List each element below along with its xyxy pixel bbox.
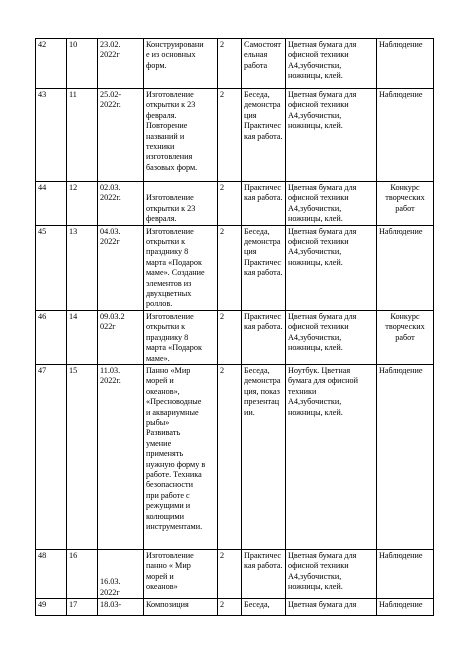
table-row	[36, 549, 434, 598]
control-cell	[377, 182, 434, 226]
control-cell-line: Наблюдение	[379, 226, 423, 236]
materials-cell-line: Цветная бумага для	[288, 183, 357, 192]
hours-cell: 2	[218, 310, 242, 364]
topic-cell-line: открытки к	[146, 237, 186, 247]
date-cell-line: 2022г	[100, 50, 120, 60]
topic-cell-line: Изготовление	[146, 90, 194, 99]
topic-cell-line: Изготовление	[146, 226, 194, 236]
materials-cell-line: Цветная бумага для	[288, 599, 357, 609]
control-cell-line: Конкурс	[390, 311, 420, 321]
topic-cell-line: режущими и	[146, 501, 191, 511]
control-cell	[377, 39, 434, 89]
form-cell	[242, 598, 286, 615]
topic-cell-line: инструментами.	[146, 522, 203, 531]
topic-cell-line: открытки к 23	[146, 203, 196, 213]
topic-cell	[144, 310, 218, 364]
materials-cell-line: офисной техники	[288, 50, 349, 60]
form-cell-line: Беседа,	[244, 90, 270, 99]
control-cell	[377, 598, 434, 615]
materials-cell-line: техники	[288, 386, 317, 396]
hours-cell: 2	[218, 549, 242, 598]
topic-cell-line: колющими	[146, 511, 184, 521]
topic-cell-line: Композиция	[146, 599, 189, 609]
topic-cell-line: е из основных	[146, 50, 196, 60]
table-row	[36, 364, 434, 549]
hours-cell: 2	[218, 89, 242, 182]
topic-cell-line: и аквариумные	[146, 407, 199, 417]
date-cell	[98, 89, 144, 182]
materials-cell-line: ножницы, клей.	[288, 257, 343, 267]
materials-cell-line: офисной техники	[288, 193, 349, 203]
form-cell-line: ция	[244, 110, 257, 120]
topic-cell	[144, 598, 218, 615]
hours-cell: 2	[218, 225, 242, 310]
topic-cell-line: океанов»,	[146, 386, 180, 396]
form-cell-line: кая работа.	[244, 322, 283, 332]
date-cell-line: 2022г.	[100, 100, 121, 110]
materials-cell-line: А4,зубочистки,	[288, 571, 342, 581]
topic-cell-line: техники	[146, 142, 175, 152]
topic-cell-line: морей и	[146, 376, 174, 386]
lesson-number-cell: 13	[67, 225, 98, 310]
form-cell-line: кая работа.	[244, 193, 283, 203]
materials-cell	[286, 89, 377, 182]
topic-cell-line: при работе с	[146, 490, 190, 500]
control-cell-line: творческих	[385, 193, 425, 203]
row-number-cell: 43	[36, 89, 67, 182]
row-number-cell: 42	[36, 39, 67, 89]
materials-cell-line: Ноутбук. Цветная	[288, 365, 351, 375]
topic-cell-line: базовых форм.	[146, 162, 198, 172]
topic-cell	[144, 549, 218, 598]
table-row	[36, 39, 434, 89]
topic-cell-line: Изготовление	[146, 311, 194, 321]
control-cell-line: творческих	[385, 322, 425, 332]
materials-cell-line: А4,зубочистки,	[288, 203, 342, 213]
form-cell	[242, 364, 286, 549]
topic-cell	[144, 89, 218, 182]
topic-cell-line: панно « Мир	[146, 561, 191, 571]
form-cell	[242, 549, 286, 598]
topic-cell-line: февраля.	[146, 214, 177, 224]
date-cell	[98, 39, 144, 89]
topic-cell-line: Изготовление	[146, 193, 194, 203]
topic-cell-line	[146, 183, 215, 193]
materials-cell-line: офисной техники	[288, 100, 349, 110]
form-cell	[242, 182, 286, 226]
topic-cell-line: работе. Техника	[146, 469, 202, 479]
date-cell	[98, 182, 144, 226]
control-cell-line: Наблюдение	[379, 550, 423, 560]
form-cell	[242, 225, 286, 310]
materials-cell-line: бумага для офисной	[288, 376, 358, 386]
topic-cell-line: марта «Подарок	[146, 257, 202, 267]
control-cell-line: Конкурс	[390, 183, 420, 192]
schedule-table	[35, 38, 434, 616]
date-cell-line: 2022г	[100, 237, 120, 247]
form-cell-line: ция, показ	[244, 386, 280, 396]
materials-cell-line: А4,зубочистки,	[288, 332, 342, 342]
topic-cell-line: открытки к 23	[146, 100, 196, 110]
topic-cell	[144, 364, 218, 549]
lesson-number-cell: 16	[67, 549, 98, 598]
date-cell	[98, 225, 144, 310]
date-cell-line: 04.03.	[100, 226, 121, 236]
topic-cell-line: умение	[146, 438, 172, 448]
materials-cell-line: ножницы, клей.	[288, 121, 343, 131]
topic-cell-line: безопасности	[146, 480, 193, 490]
date-cell-line: 02.03.	[100, 183, 121, 192]
control-cell-line: Наблюдение	[379, 365, 423, 375]
form-cell-line: Самостоят	[244, 40, 281, 49]
topic-cell-line: Конструировани	[146, 40, 204, 49]
date-cell	[98, 598, 144, 615]
materials-cell-line: офисной техники	[288, 561, 349, 571]
form-cell-line: Практичес	[244, 550, 282, 560]
hours-cell: 2	[218, 39, 242, 89]
topic-cell-line: роллов.	[146, 299, 173, 309]
materials-cell-line: Цветная бумага для	[288, 40, 357, 49]
topic-cell-line: празднику 8	[146, 332, 189, 342]
date-cell	[98, 549, 144, 598]
hours-cell: 2	[218, 598, 242, 615]
form-cell-line: Практичес	[244, 121, 282, 131]
form-cell-line: демонстра	[244, 376, 281, 386]
topic-cell	[144, 39, 218, 89]
document-page	[35, 38, 434, 616]
materials-cell-line: А4,зубочистки,	[288, 60, 342, 70]
form-cell-line: кая работа.	[244, 131, 283, 141]
control-cell	[377, 549, 434, 598]
topic-cell-line: Изготовление	[146, 550, 194, 560]
materials-cell-line: А4,зубочистки,	[288, 397, 342, 407]
topic-cell-line: применять	[146, 449, 184, 459]
materials-cell-line: офисной техники	[288, 322, 349, 332]
topic-cell-line: празднику 8	[146, 247, 189, 257]
date-cell-line: 23.02.	[100, 40, 121, 49]
materials-cell-line: ножницы, клей.	[288, 214, 343, 224]
date-cell-line: 11.03.	[100, 365, 121, 375]
control-cell	[377, 89, 434, 182]
topic-cell-line: Повторение	[146, 121, 188, 131]
hours-cell: 2	[218, 182, 242, 226]
materials-cell-line: А4,зубочистки,	[288, 247, 342, 257]
row-number-cell: 48	[36, 549, 67, 598]
topic-cell-line: февраля.	[146, 110, 177, 120]
materials-cell-line: ножницы, клей.	[288, 407, 343, 417]
topic-cell-line: рыбы»	[146, 417, 170, 427]
materials-cell	[286, 39, 377, 89]
topic-cell-line: Развивать	[146, 428, 181, 438]
topic-cell	[144, 225, 218, 310]
hours-cell: 2	[218, 364, 242, 549]
topic-cell-line: нужную форму в	[146, 459, 206, 469]
row-number-cell: 49	[36, 598, 67, 615]
form-cell-line: Беседа,	[244, 365, 270, 375]
form-cell-line: демонстра	[244, 237, 281, 247]
materials-cell-line: Цветная бумага для	[288, 311, 357, 321]
lesson-number-cell: 14	[67, 310, 98, 364]
control-cell-line: работ	[395, 332, 415, 342]
materials-cell	[286, 225, 377, 310]
date-cell	[98, 310, 144, 364]
materials-cell-line: Цветная бумага для	[288, 90, 357, 99]
form-cell-line: Практичес	[244, 257, 282, 267]
materials-cell	[286, 549, 377, 598]
form-cell-line: ция	[244, 247, 257, 257]
materials-cell-line: ножницы, клей.	[288, 582, 343, 592]
materials-cell-line: Цветная бумага для	[288, 550, 357, 560]
topic-cell-line: элементов из	[146, 278, 192, 288]
date-cell-line: 25.02-	[100, 90, 122, 99]
form-cell-line: ельная	[244, 50, 268, 60]
materials-cell-line: А4,зубочистки,	[288, 110, 342, 120]
form-cell-line: кая работа.	[244, 561, 283, 571]
table-row	[36, 225, 434, 310]
form-cell	[242, 310, 286, 364]
row-number-cell: 44	[36, 182, 67, 226]
table-row	[36, 598, 434, 615]
form-cell-line: ии.	[244, 407, 255, 417]
lesson-number-cell: 12	[67, 182, 98, 226]
form-cell	[242, 39, 286, 89]
topic-cell	[144, 182, 218, 226]
control-cell-line: Наблюдение	[379, 599, 423, 609]
date-cell-line: 18.03-	[100, 599, 122, 609]
topic-cell-line: открытки к	[146, 322, 186, 332]
topic-cell-line: Панно «Мир	[146, 365, 191, 375]
date-cell-line: 2022г.	[100, 193, 121, 203]
form-cell-line: демонстра	[244, 100, 281, 110]
lesson-number-cell: 17	[67, 598, 98, 615]
lesson-number-cell: 10	[67, 39, 98, 89]
table-row	[36, 89, 434, 182]
materials-cell	[286, 310, 377, 364]
table-row	[36, 310, 434, 364]
form-cell-line: Практичес	[244, 183, 282, 192]
row-number-cell: 47	[36, 364, 67, 549]
control-cell-line: Наблюдение	[379, 90, 423, 99]
topic-cell-line: названий и	[146, 131, 185, 141]
date-cell-line: 022г	[100, 322, 116, 332]
topic-cell-line: форм.	[146, 60, 167, 70]
materials-cell-line: Цветная бумага для	[288, 226, 357, 236]
topic-cell-line: маме». Создание	[146, 268, 205, 278]
row-number-cell: 46	[36, 310, 67, 364]
materials-cell	[286, 364, 377, 549]
date-cell-line: 2022г.	[100, 376, 121, 386]
control-cell-line: Наблюдение	[379, 40, 423, 49]
materials-cell-line: офисной техники	[288, 237, 349, 247]
topic-cell-line: маме».	[146, 353, 170, 363]
date-cell	[98, 364, 144, 549]
date-cell-line: 16.03.	[100, 577, 121, 587]
topic-cell-line: «Пресноводные	[146, 397, 202, 407]
topic-cell-line: марта «Подарок	[146, 343, 202, 353]
form-cell-line: работа	[244, 60, 268, 70]
topic-cell-line: морей и	[146, 571, 174, 581]
control-cell	[377, 310, 434, 364]
form-cell-line: Беседа,	[244, 599, 270, 609]
control-cell-line: работ	[395, 203, 415, 213]
materials-cell-line: ножницы, клей.	[288, 71, 343, 81]
materials-cell	[286, 598, 377, 615]
materials-cell-line: ножницы, клей.	[288, 343, 343, 353]
topic-cell-line: океанов»	[146, 582, 178, 592]
date-cell-line: 2022г	[100, 587, 120, 597]
table-row	[36, 182, 434, 226]
materials-cell	[286, 182, 377, 226]
date-cell-line: 09.03.2	[100, 311, 125, 321]
form-cell-line: Беседа,	[244, 226, 270, 236]
form-cell	[242, 89, 286, 182]
control-cell	[377, 225, 434, 310]
form-cell-line: кая работа.	[244, 268, 283, 278]
lesson-number-cell: 11	[67, 89, 98, 182]
lesson-number-cell: 15	[67, 364, 98, 549]
form-cell-line: Практичес	[244, 311, 282, 321]
form-cell-line: презентац	[244, 397, 280, 407]
topic-cell-line: двухцветных	[146, 289, 192, 299]
control-cell	[377, 364, 434, 549]
topic-cell-line: изготовления	[146, 152, 193, 162]
row-number-cell: 45	[36, 225, 67, 310]
